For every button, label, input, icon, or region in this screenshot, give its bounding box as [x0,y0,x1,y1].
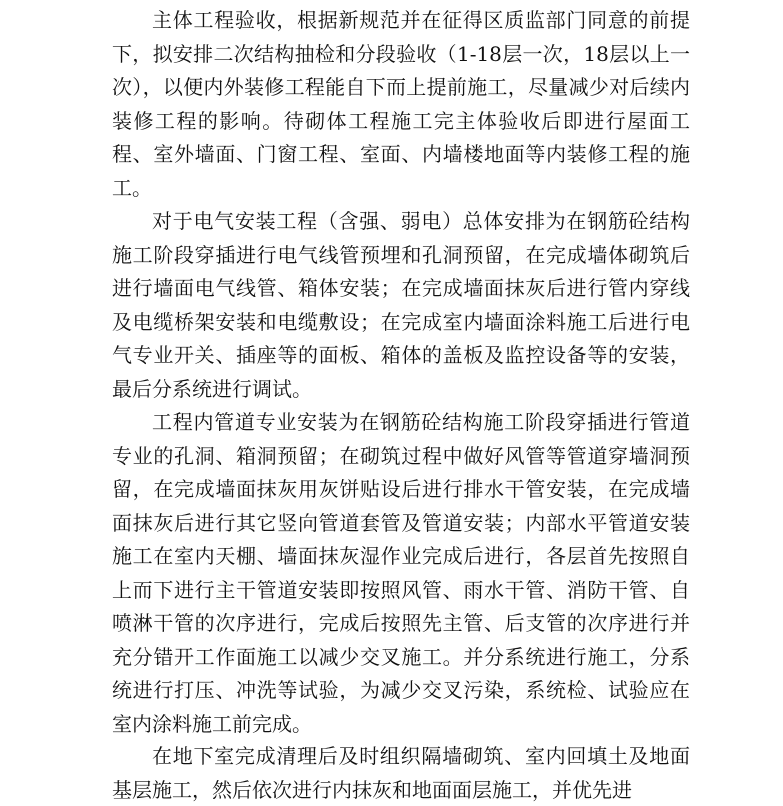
paragraph-main-structure-acceptance: 主体工程验收，根据新规范并在征得区质监部门同意的前提下，拟安排二次结构抽检和分段验收（1-18层一次，18层以上一次），以便内外装修工程能自下而上提前施工，尽量减少对后续内装修工程的影响。待砌体工程施工完主体验收后即进行屋面工程、室外墙面、门窗工程、室面、内墙楼地面等内装修工程的施工。 [112,8,690,200]
paragraph-pipeline-installation: 工程内管道专业安装为在钢筋砼结构施工阶段穿插进行管道专业的孔洞、箱洞预留；在砌筑过程中做好风管等管道穿墙洞预留，在完成墙面抹灰用灰饼贴设后进行排水干管安装，在完成墙面抹灰后进行其它竖向管道套管及管道安装；内部水平管道安装施工在室内天棚、墙面抹灰湿作业完成后进行，各层首先按照自上而下进行主干管道安装即按照风管、雨水干管、消防干管、自喷淋干管的次序进行，完成后按照先主管、后支管的次序进行并充分错开工作面施工以减少交叉施工。并分系统进行施工，分系统进行打压、冲洗等试验，为减少交叉污染，系统检、试验应在室内涂料施工前完成。 [112,410,690,736]
paragraph-electrical-installation: 对于电气安装工程（含强、弱电）总体安排为在钢筋砼结构施工阶段穿插进行电气线管预埋和孔洞预留，在完成墙体砌筑后进行墙面电气线管、箱体安装；在完成墙面抹灰后进行管内穿线及电缆桥架安装和电缆敷设；在完成室内墙面涂料施工后进行电气专业开关、插座等的面板、箱体的盖板及监控设备等的安装，最后分系统进行调试。 [112,209,690,401]
paragraph-basement-construction: 在地下室完成清理后及时组织隔墙砌筑、室内回填土及地面基层施工，然后依次进行内抹灰和地面面层施工，并优先进 [112,744,690,802]
